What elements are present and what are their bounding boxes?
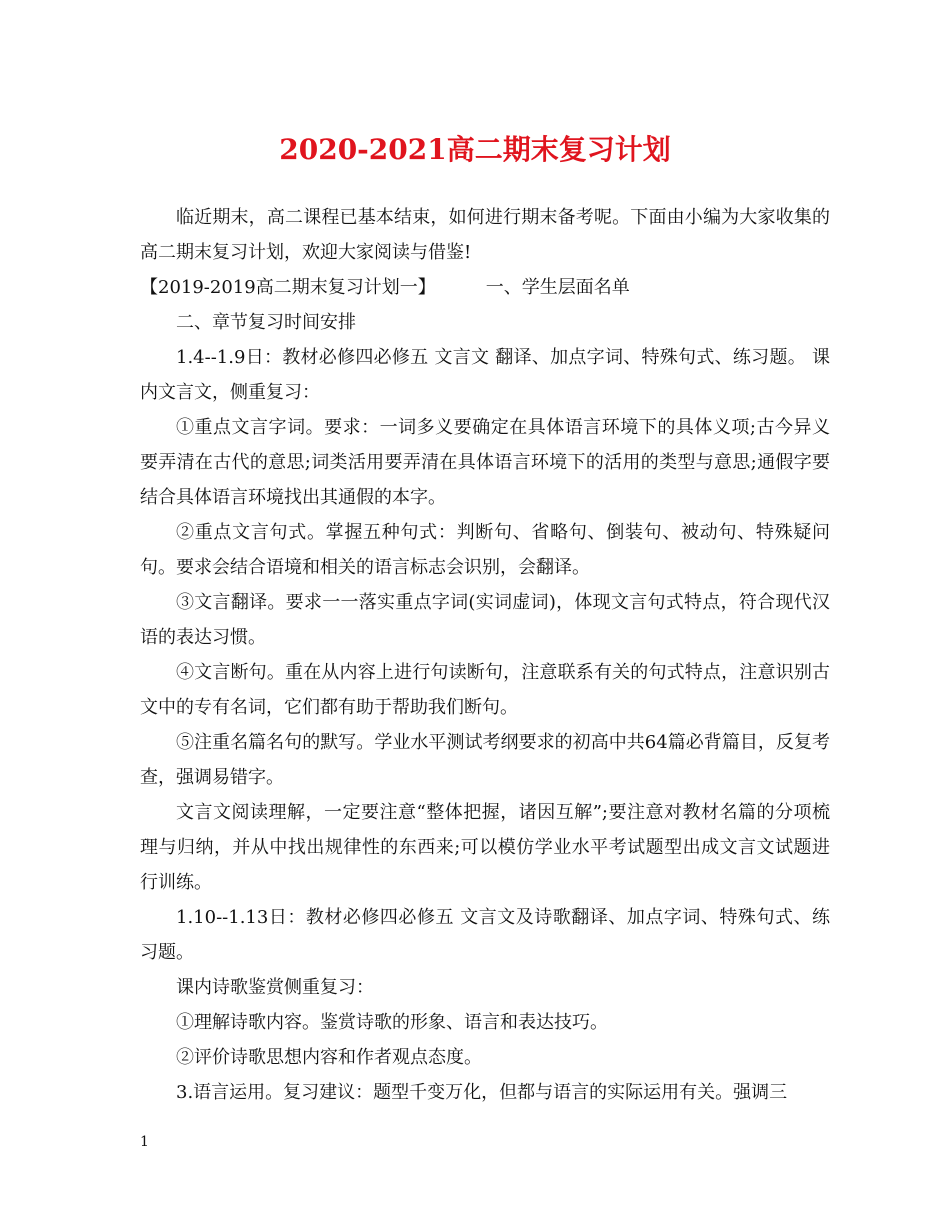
section-item-chapter-schedule: 二、章节复习时间安排 (176, 312, 356, 333)
point-paragraph-3: ③文言翻译。要求一一落实重点字词(实词虚词)，体现文言句式特点，符合现代汉语的表达习惯。 (140, 592, 830, 648)
poetry-header: 课内诗歌鉴赏侧重复习： (176, 977, 374, 998)
point-paragraph-2: ②重点文言句式。掌握五种句式：判断句、省略句、倒装句、被动句、特殊疑问句。要求会结合语境和相关的语言标志会识别，会翻译。 (140, 522, 830, 578)
page-number: 1 (140, 1134, 149, 1150)
poetry-paragraph-1: ①理解诗歌内容。鉴赏诗歌的形象、语言和表达技巧。 (176, 1012, 608, 1033)
point-paragraph-4: ④文言断句。重在从内容上进行句读断句，注意联系有关的句式特点，注意识别古文中的专有名词，它们都有助于帮助我们断句。 (140, 662, 830, 718)
intro-paragraph: 临近期末，高二课程已基本结束，如何进行期末备考呢。下面由小编为大家收集的高二期末复习计划，欢迎大家阅读与借鉴! (140, 207, 830, 263)
document-body (140, 200, 830, 1110)
schedule-paragraph-1: 1.4--1.9日：教材必修四必修五 文言文 翻译、加点字词、特殊句式、练习题。 课内文言文，侧重复习： (140, 347, 830, 403)
language-paragraph: 3.语言运用。复习建议：题型千变万化，但都与语言的实际运用有关。强调三 (176, 1082, 788, 1103)
section-header-line (140, 270, 830, 305)
section-header: 【2019-2019高二期末复习计划一】 (140, 277, 436, 298)
schedule-paragraph-2: 1.10--1.13日：教材必修四必修五 文言文及诗歌翻译、加点字词、特殊句式、练习题。 (140, 907, 830, 963)
reading-paragraph: 文言文阅读理解，一定要注意“整体把握，诸因互解”;要注意对教材名篇的分项梳理与归纳，并从中找出规律性的东西来;可以模仿学业水平考试题型出成文言文试题进行训练。 (140, 802, 830, 893)
section-item-student-list: 一、学生层面名单 (485, 277, 630, 298)
document-title: 2020-2021高二期末复习计划 (279, 133, 671, 166)
point-paragraph-5: ⑤注重名篇名句的默写。学业水平测试考纲要求的初高中共64篇必背篇目，反复考查，强调易错字。 (140, 732, 830, 788)
point-paragraph-1: ①重点文言字词。要求：一词多义要确定在具体语言环境下的具体义项;古今异义要弄清在古代的意思;词类活用要弄清在具体语言环境下的活用的类型与意思;通假字要结合具体语言环境找出其通假的本字。 (140, 417, 830, 508)
poetry-paragraph-2: ②评价诗歌思想内容和作者观点态度。 (176, 1047, 482, 1068)
